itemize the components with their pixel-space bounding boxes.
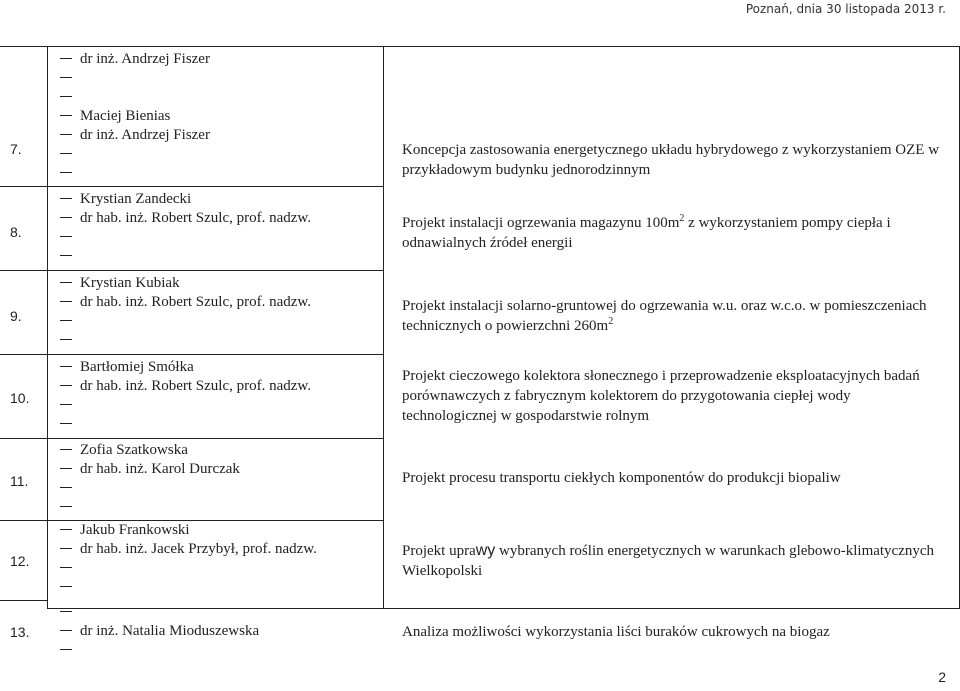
student-name: Maciej Bienias [80,108,171,124]
page-number: 2 [938,669,946,685]
supervisor-name: dr hab. inż. Robert Szulc, prof. nadzw. [80,210,312,226]
topic-cell: Projekt instalacji solarno-gruntowej do ogrzewania w.u. oraz w.c.o. w pomieszczeniach technicznych o powierzchni $260m^2$ [402,298,927,334]
row-number: 11. [10,473,29,489]
names-cell [60,441,240,517]
names-cell [60,358,311,434]
names-cell [60,50,210,183]
topic-cell: Analiza możliwości wykorzystania liści buraków cukrowych na biogaz [402,624,830,640]
supervisor-name: dr inż. Andrzej Fiszer [80,127,210,143]
row-number: 8. [10,224,22,240]
supervisor-name: dr inż. Natalia Mioduszewska [80,623,260,639]
names-cell [60,521,317,597]
row-number: 7. [10,141,22,157]
row-number: 10. [10,390,30,406]
header-date: Poznań, dnia 30 listopada 2013 r. [745,2,946,16]
topic-cell: Koncepcja zastosowania energetycznego układu hybrydowego z wykorzystaniem OZE w przykładowym budynku jednorodzinnym [402,142,940,178]
student-name: Krystian Zandecki [80,191,192,207]
row-number: 9. [10,308,22,324]
row-number: 13. [10,624,30,640]
names-cell [60,603,259,660]
student-name: Bartłomiej Smółka [80,359,194,375]
student-name: Zofia Szatkowska [80,442,188,458]
student-name: Jakub Frankowski [80,522,190,538]
topic-cell: Projekt cieczowego kolektora słonecznego i przeprowadzenie eksploatacyjnych badań porównawczych z fabrycznym kolektorem do przygotowania ciepłej wody technologicznej w gospodarstwie rolnym [402,368,920,424]
supervisor-name: dr hab. inż. Robert Szulc, prof. nadzw. [80,378,312,394]
student-name: Krystian Kubiak [80,275,180,291]
supervisor-name: dr hab. inż. Jacek Przybył, prof. nadzw. [80,541,317,557]
topic-cell: Projekt instalacji ogrzewania magazynu $100m^2$ z wykorzystaniem pompy ciepła i odnawialnych źródeł energii [402,213,891,251]
topic-cell: Projekt uprawy wybranych roślin energetycznych w warunkach glebowo-klimatycznych Wielkopolski [402,542,935,579]
names-cell [60,274,311,350]
names-cell [60,190,311,266]
supervisor-name: dr hab. inż. Karol Durczak [80,461,240,477]
supervisor-name: dr hab. inż. Robert Szulc, prof. nadzw. [80,294,312,310]
topic-cell: Projekt procesu transportu ciekłych komponentów do produkcji biopaliw [402,470,841,486]
row-number: 12. [10,553,30,569]
supervisor-name: dr inż. Andrzej Fiszer [80,51,210,67]
